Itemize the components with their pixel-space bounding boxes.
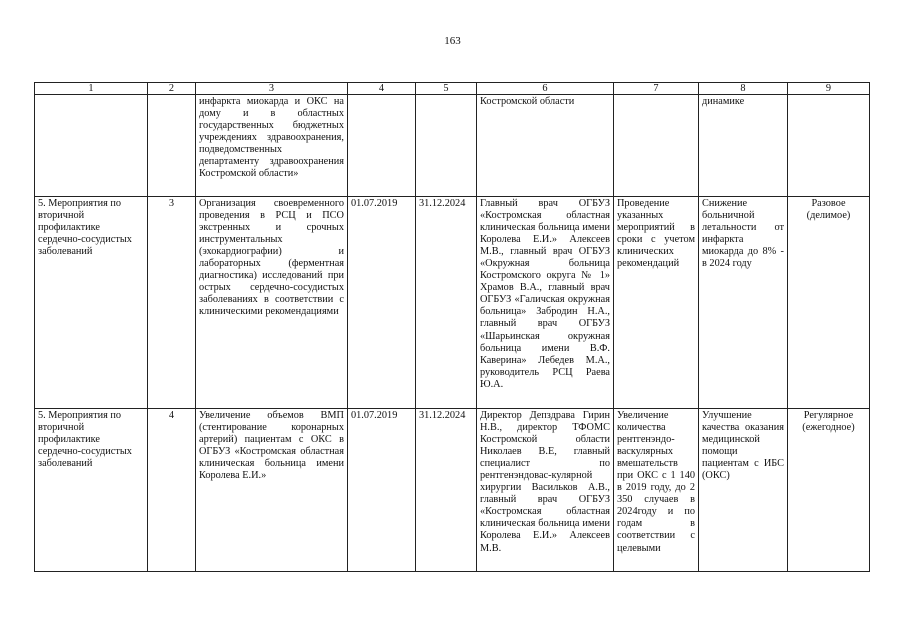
cell-start-date: 01.07.2019 [348,409,416,572]
cell-type: Разовое (делимое) [788,197,870,409]
cell-result: динамике [699,95,788,197]
header-cell: 8 [699,83,788,95]
header-cell: 4 [348,83,416,95]
table-row [35,95,870,197]
header-cell: 2 [148,83,196,95]
cell-activity: инфаркта миокарда и ОКС на дому и в областных государственных бюджетных учреждениях здравоохранения, подведомственных департаменту здравоохранения Костромской области» [196,95,348,197]
cell-characteristic: Проведение указанных мероприятий в сроки с учетом клинических рекомендаций [614,197,699,409]
table-header-row [35,83,870,95]
table-row [35,409,870,572]
cell-type: Регулярное (ежегодное) [788,409,870,572]
header-cell: 5 [416,83,477,95]
header-cell: 1 [35,83,148,95]
cell-characteristic: Увеличение количества рентгенэндо-васкулярных вмешательств при ОКС с 1 140 в 2019 году, до 2 350 случаев в 2024году и по годам в соответствии с целевыми [614,409,699,572]
cell-result: Снижение больничной летальности от инфаркта миокарда до 8% - в 2024 году [699,197,788,409]
cell-end-date: 31.12.2024 [416,197,477,409]
cell-start-date [348,95,416,197]
cell-activity: Увеличение объемов ВМП (стентирование коронарных артерий) пациентам с ОКС в ОГБУЗ «Костромская областная клиническая больница имени Королева Е.И.» [196,409,348,572]
cell-measure: 5. Мероприятия по вторичной профилактике сердечно-сосудистых заболеваний [35,409,148,572]
cell-start-date: 01.07.2019 [348,197,416,409]
cell-responsible: Костромской области [477,95,614,197]
cell-end-date [416,95,477,197]
cell-activity: Организация своевременного проведения в РСЦ и ПСО экстренных и срочных инструментальных (эхокардиографии) и лабораторных (ферментная диагностика) исследований при острых сердечно-сосудистых заболеваниях в соответствии с клиническими рекомендациями [196,197,348,409]
cell-number: 4 [148,409,196,572]
header-cell: 6 [477,83,614,95]
cell-measure [35,95,148,197]
header-cell: 7 [614,83,699,95]
cell-responsible: Директор Депздрава Гирин Н.В., директор ТФОМС Костромской области Николаев В.Е, главный специалист по рентгенэндовас-кулярной хирургии Васильков А.В., главный врач ОГБУЗ «Костромская областная клиническая больница имени Королева Е.И.» Алексеев М.В. [477,409,614,572]
cell-number [148,95,196,197]
cell-type [788,95,870,197]
header-cell: 9 [788,83,870,95]
cell-characteristic [614,95,699,197]
table-row [35,197,870,409]
cell-responsible: Главный врач ОГБУЗ «Костромская областная клиническая больница имени Королева Е.И.» Алексеев М.В., главный врач ОГБУЗ «Окружная больница Костромского округа № 1» Храмов В.А., главный врач ОГБУЗ «Галичская окружная больница» Забродин Н.А., главный врач ОГБУЗ «Шарьинская окружная больница имени В.Ф. Каверина» Лебедев М.А., руководитель РСЦ Раева Ю.А. [477,197,614,409]
plan-table [34,82,870,572]
cell-result: Улучшение качества оказания медицинской помощи пациентам с ИБС (ОКС) [699,409,788,572]
cell-end-date: 31.12.2024 [416,409,477,572]
cell-number: 3 [148,197,196,409]
page-number: 163 [444,35,461,47]
header-cell: 3 [196,83,348,95]
cell-measure: 5. Мероприятия по вторичной профилактике сердечно-сосудистых заболеваний [35,197,148,409]
